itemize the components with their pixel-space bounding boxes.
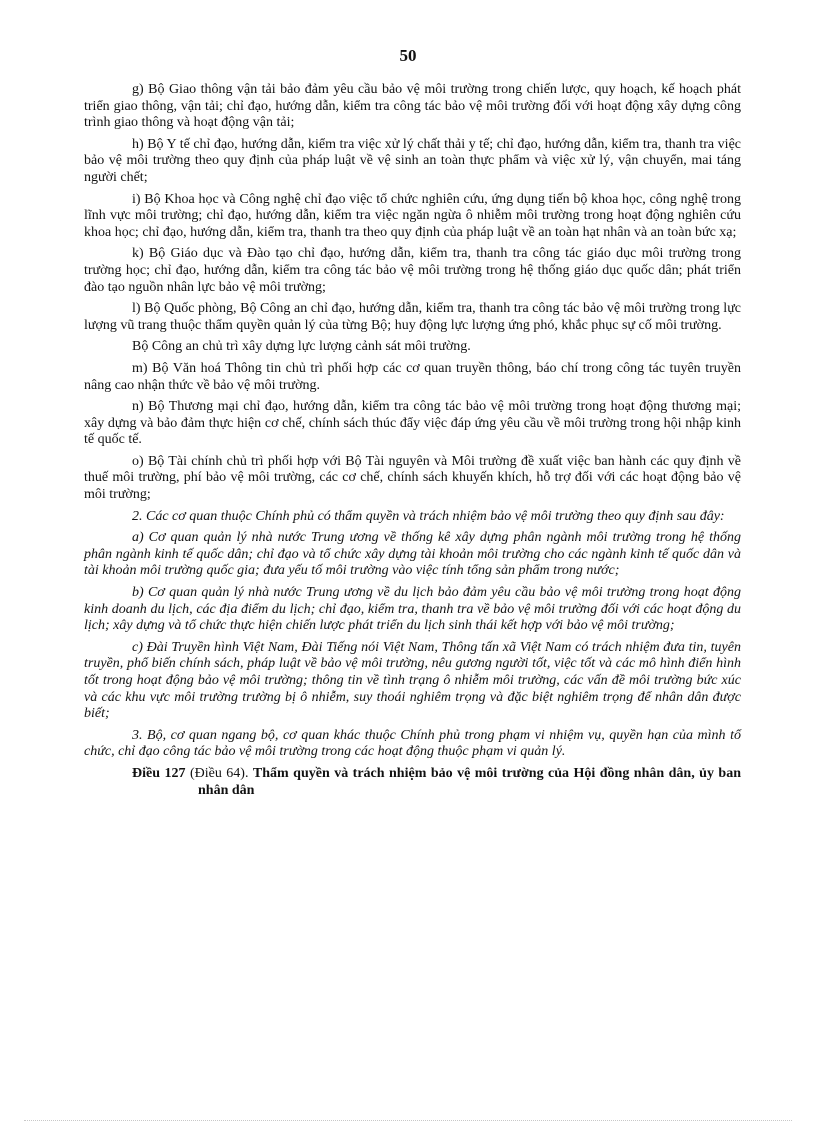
page-bottom-border	[24, 1120, 792, 1121]
paragraph-i: i) Bộ Khoa học và Công nghệ chỉ đạo việc tổ chức nghiên cứu, ứng dụng tiến bộ khoa học, công nghệ trong lĩnh vực môi trường; chỉ đạo, hướng dẫn, kiểm tra việc ngăn ngừa ô nhiễm môi trường trong hoạt động nghiên cứu khoa học; chỉ đạo, hướng dẫn, kiểm tra, thanh tra theo quy định của pháp luật về an toàn hạt nhân và an toàn bức xạ;	[84, 191, 741, 240]
clause-2b: b) Cơ quan quản lý nhà nước Trung ương về du lịch bảo đảm yêu cầu bảo vệ môi trường trong hoạt động kinh doanh du lịch, các địa điểm du lịch; chỉ đạo, kiểm tra, thanh tra về bảo vệ môi trường đối với các hoạt động du lịch; xây dựng và tổ chức thực hiện chiến lược phát triển du lịch sinh thái kết hợp với bảo vệ môi trường;	[84, 585, 741, 634]
paragraph-o: o) Bộ Tài chính chủ trì phối hợp với Bộ Tài nguyên và Môi trường đề xuất việc ban hành các quy định về thuế môi trường, phí bảo vệ môi trường, các cơ chế, chính sách khuyến khích, hỗ trợ đối với các hoạt động bảo vệ môi trường;	[84, 453, 741, 503]
clause-2: 2. Các cơ quan thuộc Chính phủ có thẩm quyền và trách nhiệm bảo vệ môi trường theo quy định sau đây:	[132, 508, 725, 524]
paragraph-h: h) Bộ Y tế chỉ đạo, hướng dẫn, kiểm tra việc xử lý chất thải y tế; chỉ đạo, hướng dẫn, kiểm tra, thanh tra việc bảo vệ môi trường theo quy định của pháp luật về vệ sinh an toàn thực phẩm và việc xử lý, vận chuyển, mai táng người chết;	[84, 136, 741, 185]
paragraph-l: l) Bộ Quốc phòng, Bộ Công an chỉ đạo, hướng dẫn, kiểm tra, thanh tra công tác bảo vệ môi trường trong lực lượng vũ trang thuộc thẩm quyền quản lý của từng Bộ; huy động lực lượng ứng phó, khắc phục sự cố môi trường.	[84, 301, 741, 333]
article-title: Thẩm quyền và trách nhiệm bảo vệ môi trường của Hội đồng nhân dân, ủy ban nhân dân	[198, 765, 741, 798]
document-body	[84, 82, 741, 799]
article-number: Điều 127	[132, 765, 186, 781]
clause-3: 3. Bộ, cơ quan ngang bộ, cơ quan khác thuộc Chính phủ trong phạm vi nhiệm vụ, quyền hạn của mình tổ chức, chỉ đạo công tác bảo vệ môi trường trong các hoạt động thuộc phạm vi quản lý.	[84, 727, 741, 760]
paragraph-m: m) Bộ Văn hoá Thông tin chủ trì phối hợp các cơ quan truyền thông, báo chí trong công tác tuyên truyền nâng cao nhận thức về bảo vệ môi trường.	[84, 360, 741, 393]
paragraph-l-note: Bộ Công an chủ trì xây dựng lực lượng cảnh sát môi trường.	[132, 339, 471, 355]
paragraph-n: n) Bộ Thương mại chỉ đạo, hướng dẫn, kiểm tra công tác bảo vệ môi trường trong hoạt động thương mại; xây dựng và bảo đảm thực hiện cơ chế, chính sách thúc đẩy việc đáp ứng yêu cầu về môi trường trong hội nhập kinh tế quốc tế.	[84, 399, 741, 448]
clause-2a: a) Cơ quan quản lý nhà nước Trung ương về thống kê xây dựng phân ngành môi trường trong hệ thống phân ngành kinh tế quốc dân; chỉ đạo và tổ chức xây dựng tài khoản môi trường cho các ngành kinh tế quốc dân và tài khoản môi trường quốc gia; đưa yếu tố môi trường vào việc tính tổng sản phẩm trong nước;	[84, 530, 741, 579]
clause-2c: c) Đài Truyền hình Việt Nam, Đài Tiếng nói Việt Nam, Thông tấn xã Việt Nam có trách nhiệm đưa tin, tuyên truyền, phổ biến chính sách, pháp luật về bảo vệ môi trường, nêu gương người tốt, việc tốt và các mô hình điển hình tốt trong hoạt động bảo vệ môi trường; thông tin về tình trạng ô nhiễm môi trường, các vấn đề môi trường bức xúc và các khu vực môi trường trường bị ô nhiễm, suy thoái nghiêm trọng và đặc biệt nghiêm trọng để nhân dân được biết;	[84, 639, 741, 722]
paragraph-g: g) Bộ Giao thông vận tải bảo đảm yêu cầu bảo vệ môi trường trong chiến lược, quy hoạch, kế hoạch phát triển giao thông, vận tải; chỉ đạo, hướng dẫn, kiểm tra công tác bảo vệ môi trường đối với hoạt động xây dựng công trình giao thông và hoạt động vận tải;	[84, 82, 741, 131]
page-number: 50	[399, 46, 417, 65]
paragraph-k: k) Bộ Giáo dục và Đào tạo chỉ đạo, hướng dẫn, kiểm tra, thanh tra công tác giáo dục môi trường trong trường học; chỉ đạo, hướng dẫn, kiểm tra công tác bảo vệ môi trường trong hệ thống giáo dục quốc dân; phát triển đào tạo nguồn nhân lực bảo vệ môi trường;	[84, 246, 741, 295]
article-heading	[84, 766, 741, 799]
article-reference: (Điều 64).	[189, 765, 249, 781]
